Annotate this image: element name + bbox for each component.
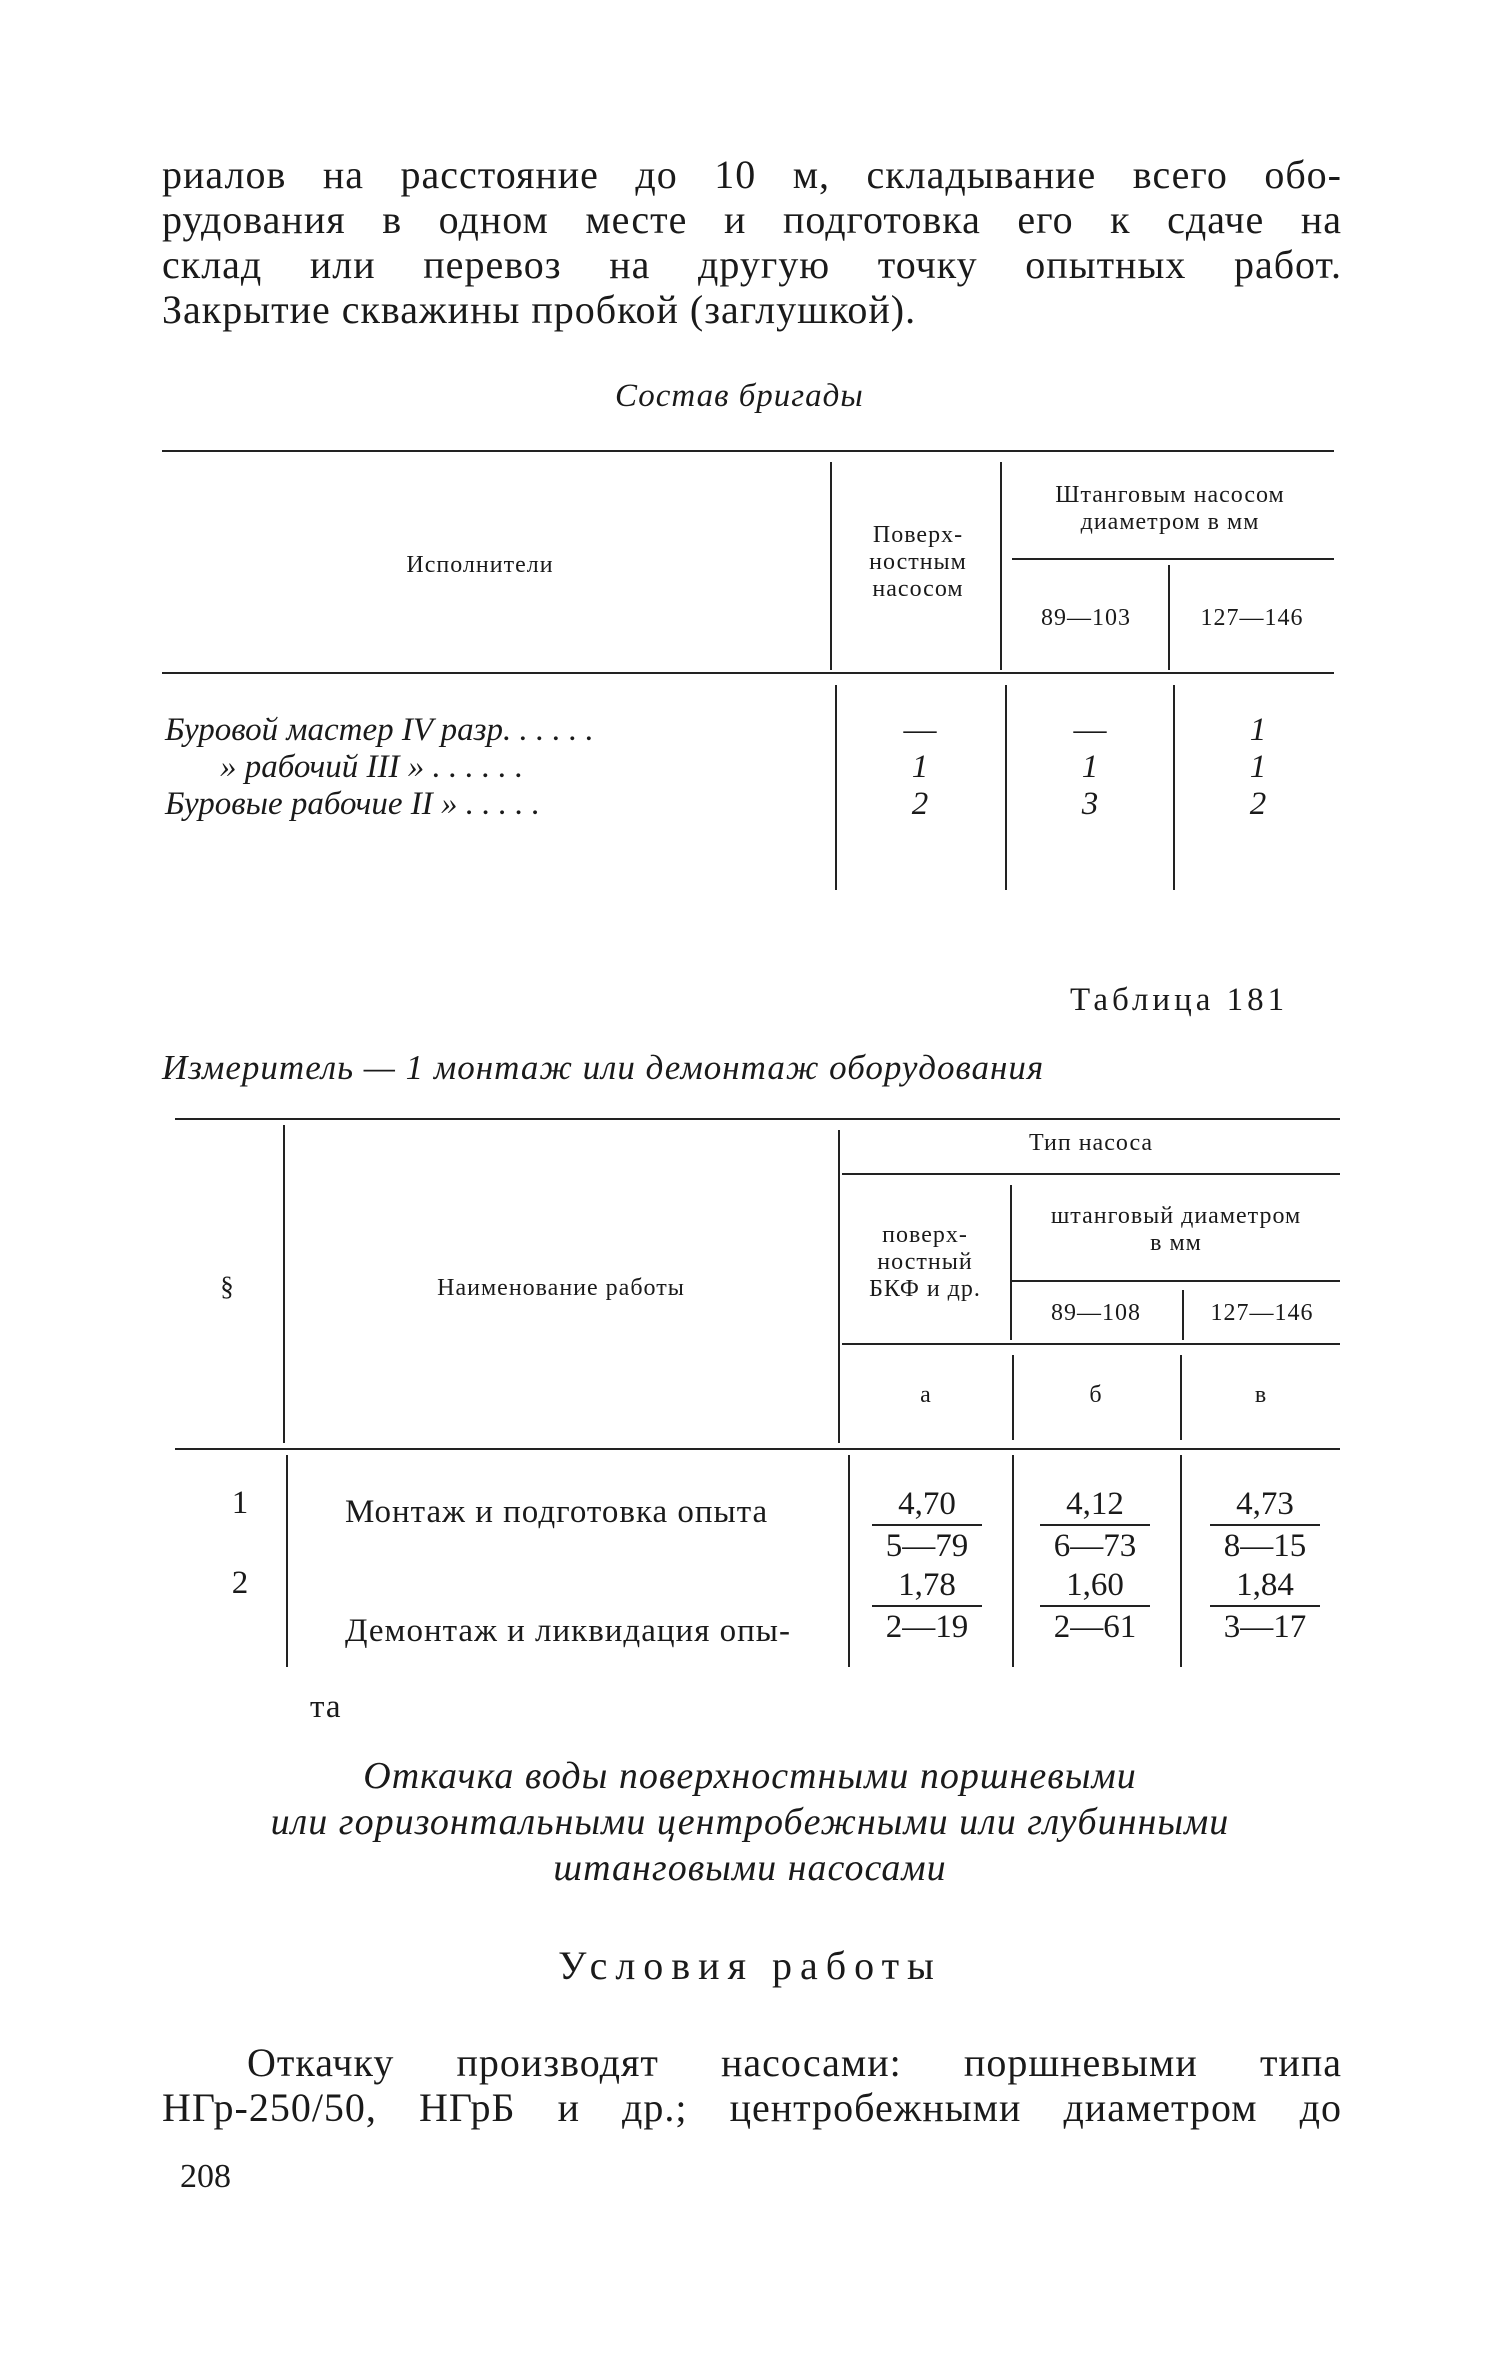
table181-row-no: 1 (231, 1485, 249, 1521)
crew-row-name: Буровые рабочие II » . . . . . (165, 786, 541, 822)
table181-header-name: Наименование работы (437, 1275, 685, 1301)
section-title: Откачка воды поверхностными поршневыми или горизонтальными центробежными или глубинными штанговыми насосами (270, 1755, 1230, 1889)
table-number-label: Таблица 181 (1070, 982, 1289, 1018)
crew-row-name: Буровой мастер IV разр. . . . . . (165, 712, 594, 748)
crew-cell-surface: 2 (911, 786, 929, 822)
crew-cell-rod1: 1 (1081, 749, 1099, 785)
crew-header-rod: Штанговым насосом диаметром в мм (1055, 482, 1285, 535)
crew-cell-rod2: 1 (1249, 749, 1267, 785)
cell-value: 1,78 (872, 1565, 982, 1607)
crew-table-top-rule (162, 450, 1334, 452)
cell-value: 4,70 (872, 1484, 982, 1526)
crew-cell-rod1: 3 (1081, 786, 1099, 822)
table181-row-name-line: та (310, 1689, 342, 1725)
intro-line: склад или перевоз на другую точку опытных работ. (162, 242, 1342, 287)
table181-cell-c (1210, 1565, 1320, 1647)
table181-header-section: § (220, 1271, 235, 1301)
table181-header-type: Тип насоса (1028, 1130, 1154, 1156)
table181-row-name-line: Демонтаж и ликвидация опы- (345, 1613, 791, 1649)
table181-col-rule (848, 1455, 850, 1667)
crew-cell-rod2: 2 (1249, 786, 1267, 822)
crew-header-rod-1: 89—103 (1041, 605, 1131, 631)
table181-header-rule (175, 1448, 1340, 1450)
table181-row-no: 2 (231, 1565, 249, 1601)
cell-code: 5—79 (885, 1528, 969, 1564)
intro-line: риалов на расстояние до 10 м, складывание всего обо- (162, 152, 1342, 197)
table181-col-rule (283, 1125, 285, 1443)
table181-row-name (310, 1574, 791, 1764)
crew-cell-rod2: 1 (1249, 712, 1267, 748)
crew-col-rule (830, 462, 832, 670)
outro-line: Откачку производят насосами: поршневыми типа (247, 2040, 1342, 2085)
table181-header-surface: поверх- ностный БКФ и др. (869, 1222, 981, 1302)
crew-cell-rod1: — (1073, 712, 1107, 748)
table181-col-rule (1012, 1455, 1014, 1667)
intro-paragraph (162, 152, 1342, 332)
crew-table-header-rule (162, 672, 1334, 674)
cell-code: 3—17 (1223, 1609, 1307, 1645)
cell-code: 6—73 (1053, 1528, 1137, 1564)
table-measure-caption: Измеритель — 1 монтаж или демонтаж оборудования (162, 1048, 1045, 1087)
table181-header-rod: штанговый диаметром в мм (1050, 1203, 1302, 1256)
table181-top-rule (175, 1118, 1340, 1120)
intro-line: Закрытие скважины пробкой (заглушкой). (162, 287, 917, 332)
crew-cell-surface: — (903, 712, 937, 748)
table181-letter-c: в (1254, 1382, 1268, 1408)
table181-header-rod-1: 89—108 (1051, 1300, 1141, 1326)
crew-table-caption: Состав бригады (615, 378, 864, 414)
cell-value: 1,60 (1040, 1565, 1150, 1607)
crew-header-performers: Исполнители (406, 552, 554, 578)
crew-header-rod-2: 127—146 (1200, 605, 1304, 631)
table181-col-rule (1180, 1455, 1182, 1667)
table181-cell-b (1040, 1484, 1150, 1566)
crew-col-rule (1000, 462, 1002, 670)
table181-cell-a (872, 1565, 982, 1647)
outro-line: НГр-250/50, НГрБ и др.; центробежными диаметром до (162, 2085, 1342, 2130)
cell-code: 8—15 (1223, 1528, 1307, 1564)
table181-col-rule (838, 1130, 840, 1443)
cell-value: 1,84 (1210, 1565, 1320, 1607)
table181-cell-b (1040, 1565, 1150, 1647)
cell-value: 4,73 (1210, 1484, 1320, 1526)
intro-line: рудования в одном месте и подготовка его к сдаче на (162, 197, 1342, 242)
table181-header-rod-2: 127—146 (1210, 1300, 1314, 1326)
table181-sub-rule (842, 1343, 1340, 1345)
crew-row-name: » рабочий III » . . . . . . (220, 749, 524, 785)
cell-code: 2—61 (1053, 1609, 1137, 1645)
crew-col-rule (835, 685, 837, 890)
cell-value: 4,12 (1040, 1484, 1150, 1526)
crew-col-rule (1173, 685, 1175, 890)
table181-rod-rule (1012, 1280, 1340, 1282)
cell-code: 2—19 (885, 1609, 969, 1645)
table181-row-name: Монтаж и подготовка опыта (345, 1494, 769, 1530)
table181-letter-b: б (1089, 1382, 1103, 1408)
table181-cell-c (1210, 1484, 1320, 1566)
crew-cell-surface: 1 (911, 749, 929, 785)
table181-type-rule (842, 1173, 1340, 1175)
outro-paragraph (162, 2040, 1342, 2130)
crew-table-subheader-rule (1012, 558, 1334, 560)
conditions-title: Условия работы (558, 1943, 942, 1988)
page-number: 208 (180, 2158, 231, 2195)
table181-letter-a: а (920, 1382, 932, 1408)
crew-header-surface: Поверх- ностным насосом (869, 522, 967, 602)
crew-col-rule (1005, 685, 1007, 890)
table181-cell-a (872, 1484, 982, 1566)
table181-col-rule (286, 1455, 288, 1667)
